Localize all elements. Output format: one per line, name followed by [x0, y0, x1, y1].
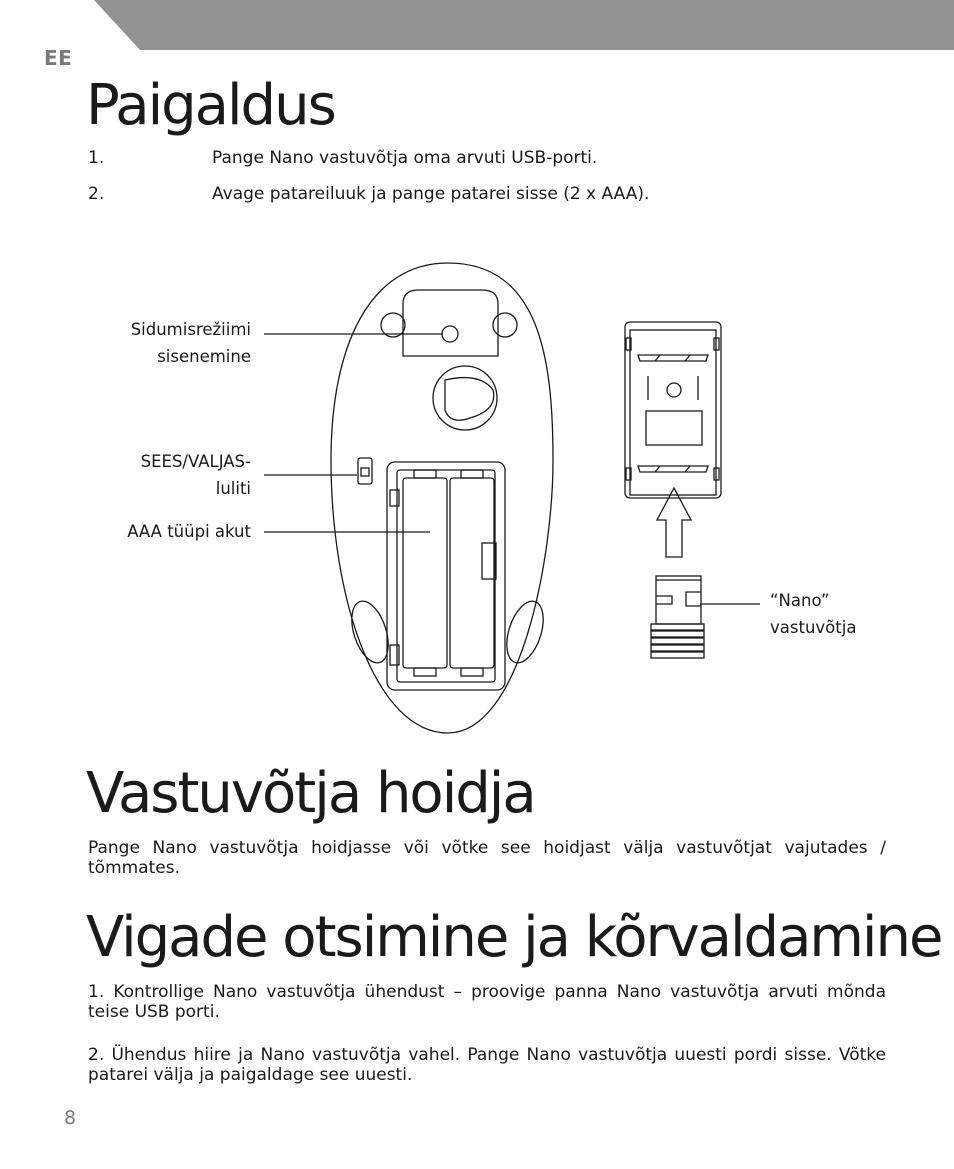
label-line: “Nano” [770, 591, 830, 610]
label-line: sisenemine [157, 347, 251, 366]
nano-receiver [656, 576, 701, 624]
installation-step-2 [88, 184, 649, 204]
label-power-switch [141, 448, 251, 502]
optical-sensor-icon [433, 366, 497, 430]
page-number: 8 [64, 1107, 77, 1129]
sensor-plate [403, 290, 498, 356]
troubleshooting-title: Vigade otsimine ja kõrvaldamine [86, 905, 942, 970]
label-line: SEES/VALJAS- [140, 452, 251, 471]
label-line: luliti [215, 479, 251, 498]
label-line: AAA tüüpi akut [127, 522, 251, 541]
installation-step-1 [88, 148, 597, 168]
language-tag: EE [44, 46, 73, 70]
troubleshooting-item-1: 1. Kontrollige Nano vastuvõtja ühendust – proovige panna Nano vastuvõtja arvuti mõnda teise USB porti. [88, 982, 886, 1022]
installation-title: Paigaldus [86, 73, 335, 138]
label-line: vastuvõtja [770, 618, 857, 637]
step-number: 2. [88, 184, 105, 204]
step-text: Pange Nano vastuvõtja oma arvuti USB-porti. [212, 148, 598, 168]
pairing-button-icon [442, 326, 458, 342]
step-text: Avage patareiluuk ja pange patarei sisse (2 x AAA). [212, 184, 650, 204]
battery-compartment [387, 462, 505, 690]
label-nano-receiver [770, 587, 856, 641]
battery-1 [403, 478, 447, 668]
label-pairing-mode [131, 316, 251, 370]
header-band [0, 0, 954, 50]
battery-2 [450, 478, 494, 668]
receiver-holder-title: Vastuvõtja hoidja [86, 761, 535, 826]
label-battery [127, 518, 251, 545]
receiver-holder-text: Pange Nano vastuvõtja hoidjasse või võtke see hoidjast välja vastuvõtjat vajutades / tõmmates. [88, 838, 886, 878]
step-number: 1. [88, 148, 105, 168]
label-line: Sidumisrežiimi [130, 320, 251, 339]
troubleshooting-item-2: 2. Ühendus hiire ja Nano vastuvõtja vahel. Pange Nano vastuvõtja uuesti pordi sisse. Võtke patarei välja ja paigaldage see uuesti. [88, 1045, 886, 1085]
power-switch-icon [358, 458, 372, 484]
